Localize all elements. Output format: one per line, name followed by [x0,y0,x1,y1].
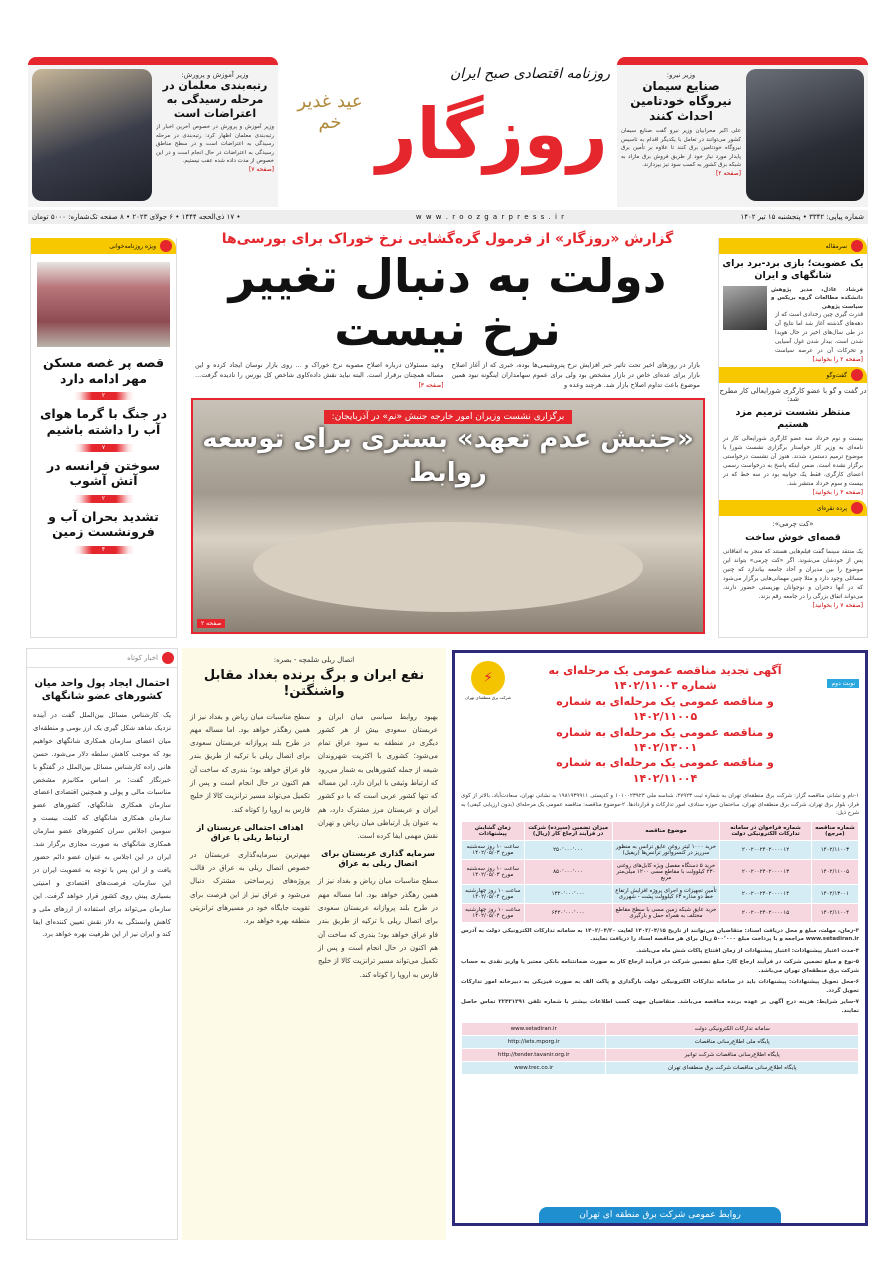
page-number-chip: ۲ [64,495,144,503]
body: وزیر آموزش و پرورش در خصوص آخرین اخبار از رتبه‌بندی معلمان اظهار کرد: رتبه‌بندی در مرحله رسیدگی به اعتراضات است و در سطح مناطق رسیدگی به اعتراضات در حال انجام است و در این خصوص از مدت داده شده عقب نیستیم. [156,124,274,165]
sidebar-headline-item[interactable] [31,355,176,400]
column-header: میزان تضمین (سپرده) شرکت در فرآیند ارجاع کار (ریال) [524,821,612,840]
website[interactable]: w w w . r o o z g a r p r e s s . i r [415,213,566,221]
newspaper-logo: روزگار [376,93,608,175]
body: یک کارشناس مسائل بین‌الملل گفت در آینده نزدیک شاهد شکل گیری یک ارز بومی و منطقه‌ای میان اعضای سازمان همکاری شانگهای خواهیم بود که موجب کاهش سلطه دلار می‌شود. حسن هانی زاده کارشناس مسائل بین‌الملل در گفتگو با خبرنگار گفت: بر اساس مکانیزم مشخص مناسبات مالی و پولی و همچنین اقتصادی اعضای سازمان همکاری شانگهای، کشورهای عضو سازمان همکاری شانگهای که کلیت بیست و سومین اجلاس سران کشورهای عضو سازمان همکاری شانگهای به صورت مجازی برگزار شد. ایران در این اجلاس به عنوان عضو دائم حضور یافت و از این پس با توجه به عضویت ایران در این سازمان، فرصت‌های اقتصادی و امنیتی بسیاری پیش روی کشور قرار خواهد گرفت. این سازمان می‌تواند برای استفاده از ارزهای ملی و کاهش وابستگی به دلار نقش تعیین کننده‌ای ایفا کند و ایران نیز از این ظرفیت بهره خواهد برد. [33,711,171,939]
headline: در جنگ با گرما هوای آب را داشته باشیم [39,406,168,437]
body: علی اکبر محرابیان وزیر نیرو گفت صنایع سیمان کشور می‌توانند در تعامل با یکدیگر اقدام به تاسیس نیروگاه خودتامین برق کنند تا علاوه بر تأمین برق پایدار مورد نیاز خود از طریق فروش برق مازاد به شبکه برق کشور به کسب سود نیز بپردازند. [621,128,741,169]
lead-headline: دولت به دنبال تغییر نرخ نیست [228,249,667,357]
table-cell: ۶۴۲۰٬۰۰۰٬۰۰۰ [524,903,612,922]
tag-label: اخبار کوتاه [127,654,158,662]
term-paragraph: ۶-محل تحویل پیشنهادات: پیشنهادات باید در سامانه تدارکات الکترونیکی دولت بارگذاری و پاکت الف به صورت فیزیکی به دبیرخانه امور تدارکات تحویل گردد. [461,979,859,994]
table-cell: خرید ۱۰۰۰ لیتر روغن عایق ترانس به منظور سرریز در کنسرواتور ترانس‌ها (ریفیل) [612,840,720,859]
minister-photo [746,69,864,201]
lead-kicker: گزارش «روزگار» از فرمول گره‌گشایی نرخ خوراک برای بورسی‌ها [221,231,674,247]
speaker-icon [162,652,174,664]
top-left-story[interactable] [28,57,278,207]
site-name: پایگاه اطلاع‌رسانی مناقصات شرکت توانیر [606,1049,859,1062]
column-header: شماره مناقصه (مرجع) [811,821,858,840]
body: سطح مناسبات میان ریاض و بغداد نیز از همین رهگذر خواهد بود. اما مساله مهم در طرح بلند پروازانه عربستان سعودی برای اتصال ریلی با ترکیه از طریق بندر فاو عراق خواهد بود؛ بندری که ساخت آن هم اکنون در حال انجام است و پس از تکمیل می‌تواند مسیر ترانزیت کالا از خلیج فارس به اروپا را کوتاه کند. [190,712,310,814]
minister-photo [32,69,152,201]
headline: نفع ایران و برگ برنده بغداد مقابل واشنگتن! [203,668,425,700]
term-paragraph: ۷-سایر شرایط: هزینه درج آگهی بر عهده برنده مناقصه می‌باشد. متقاضیان جهت کسب اطلاعات بیشتر با شماره تلفن ۲۲۴۳۱۳۹۱ تماس حاصل نمایند. [461,999,859,1014]
column-header: موضوع مناقصه [612,821,720,840]
short-news[interactable] [26,648,178,1240]
tender-title: و مناقصه عمومی یک مرحله‌ای به شماره ۱۴۰۲/۱۱۰۰۵ [556,694,774,724]
ad-intro: ۱-نام و نشانی مناقصه گزار: شرکت برق منطقه‌ای تهران به شماره ثبت ۲۷۹۲۳، شناسه ملی ۱۰۱۰۰۲۳۹۲۳ و کدپستی ۱۹۸۱۹۳۹۹۱۱ به نشانی تهران، سعادت‌آباد، بالاتر از کوی فراز، بلوار برق تهران، شرکت برق منطقه‌ای تهران، ساختمان حوزه ستادی، امور تدارکات و قراردادها. ۲-موضوع مناقصه: مناقصه عمومی یک مرحله‌ای (بدون ارزیابی کیفی) به شرح ذیل: [461,793,860,817]
site-url[interactable]: http://iets.mporg.ir [462,1036,606,1049]
masthead [290,52,610,210]
table-cell: ۲۰۰۲۰۰۲۴۰۲۰۰۰۰۱۵ [720,903,812,922]
tag-label: گفت‌وگو [826,371,847,379]
mid-article[interactable] [182,648,446,1240]
left-sidebar [30,238,177,638]
table-cell: ساعت ۱۰ روز چهارشنبه مورخ ۱۴۰۲/۰۵/۰۴ [462,903,525,922]
body: بیست و نوم خرداد سه عضو کارگری شورایعالی کار در نامه‌ای به وزیر کار خواستار برگزاری نشست شورا با موضوع ترمیم دستمزد شدند. هنوز آن نشست درخواستی برگزار نشده است. ضمن اینکه پاسخ به درخواست رسمی اعضای کارگری، فقط یک جوابیه بود در سه خط که در بیست و سوم خرداد منتشر شد. [723,436,863,488]
page-number-chip: ۲ [64,392,144,400]
table-cell: ۲۰۰۲۰۰۲۴۰۲۰۰۰۰۱۲ [720,840,812,859]
tag-label: سرمقاله [825,242,847,250]
headline: منتظر نشست ترمیم مزد هستیم [735,407,851,431]
lead-story[interactable] [185,230,710,390]
page-ref: [صفحه ۳] [418,382,444,390]
table-cell: ۸۵۰٬۰۰۰٬۰۰۰ [524,859,612,884]
link-row [462,1023,859,1036]
table-cell: ۱۴۰۲/۱۳۰۰۱ [811,884,858,903]
page-number-chip: ۴ [64,546,144,554]
tender-advertisement[interactable] [452,650,868,1226]
ad-footer: روابط عمومی شرکت برق منطقه ای تهران [539,1207,781,1223]
site-url[interactable]: http://tender.tavanir.org.ir [462,1049,606,1062]
date-price: • ۱۷ ذی‌الحجه ۱۴۴۴ • ۶ جولای ۲۰۲۳ • ۸ صفحه تک‌شماره: ۵۰۰۰ تومان [32,213,241,221]
body: سطح مناسبات میان ریاض و بغداد نیز از همین رهگذر خواهد بود. اما مساله مهم در طرح بلند پروازانه عربستان سعودی برای اتصال ریلی با ترکیه از طریق بندر فاو عراق خواهد بود؛ بندری که ساخت آن هم اکنون در حال انجام است و پس از تکمیل می‌تواند مسیر ترانزیت کالا از خلیج فارس به اروپا را کوتاه کند. [318,877,438,979]
tender-title: و مناقصه عمومی یک مرحله‌ای به شماره ۱۴۰۲/۱۱۰۰۴ [556,756,774,785]
issue-number: شماره پیاپی: ۳۳۴۲ • پنجشنبه ۱۵ تیر ۱۴۰۲ [740,213,864,221]
term-paragraph: ۳-زمان، مهلت، مبلغ و محل دریافت اسناد: متقاضیان می‌توانند از تاریخ ۱۴۰۲/۰۴/۱۵ لغایت ۱۴۰۲/۰۴/۲۰ به سامانه تدارکات الکترونیکی دولت به آدرس www.setadiran.ir مراجعه و با پرداخت مبلغ ۵۰۰٬۰۰۰ ریال برای هر مناقصه اسناد را دریافت نمایند. [461,927,859,943]
right-sidebar [718,238,868,638]
body: قدرت گیری چین رخدادی است که از دهه‌های گذشته آغاز شد اما نتایج آن در طی سال‌های اخیر در حال هویدا شدن است. بیدار شدن غول آسیایی و تحرکات آن در عرصه سیاست [775,312,863,355]
tagline: روزنامه اقتصادی صبح ایران [449,66,610,82]
table-cell: ۲۰۰۲۰۰۲۴۰۲۰۰۰۰۱۴ [720,884,812,903]
speaker-icon [851,502,863,514]
kicker: «کت چرمی»: [772,520,814,529]
notice-badge: نوبت دوم [827,679,859,688]
table-row [462,840,859,859]
page-ref[interactable]: [صفحه ۳ را بخوانید] [812,489,863,497]
site-url[interactable]: www.trec.co.ir [462,1062,606,1075]
table-cell: خرید عایق شبکه زمین مسی با سطح مقاطع مختلف به همراه حمل و بارگیری [612,903,720,922]
sidebar-headline-item[interactable] [31,458,176,503]
speaker-icon [851,240,863,252]
link-row [462,1036,859,1049]
headline: صنایع سیمان نیروگاه خودتامین احداث کنند [630,79,732,123]
speaker-icon [160,240,172,252]
headline: احتمال ایجاد پول واحد میان کشورهای عضو شانگهای [34,678,170,702]
page-ref: صفحه ۲ [197,619,225,628]
table-cell: ساعت ۱۰ روز سه‌شنبه مورخ ۱۴۰۲/۰۵/۰۳ [462,840,525,859]
headline: تشدید بحران آب و فرونشست زمین [48,508,159,540]
sidebar-headline-item[interactable] [31,509,176,554]
photo-kicker: برگزاری نشست وزیران امور خارجه جنبش «نم» در آذربایجان: [324,410,573,424]
page-ref: [صفحه ۲] [715,169,741,177]
page-ref: [صفحه ۷] [248,165,274,173]
table-cell: ۱۴۰۲/۱۱۰۰۵ [811,859,858,884]
sidebar-headline-item[interactable] [31,406,176,451]
subheading: اهداف احتمالی عربستان از ارتباط ریلی با عراق [196,822,304,842]
kicker: وزیر نیرو: [666,71,696,79]
lede: بازار در روزهای اخیر تحت تاثیر خبر افزایش نرخ پتروشیمی‌ها بوده، خبری که از آغاز اصلاح بازار برای عده‌ای خاص در بازار مشخص بود ولی برای عموم سهامداران اینگونه نبود همین موضوع باعث تداوم اصلاح بازار شد. هرچند وعده و [451,360,700,390]
housing-photo [37,262,170,347]
page-number-chip: ۷ [64,444,144,452]
column-1[interactable] [719,367,867,500]
table-cell: ساعت ۱۰ روز چهارشنبه مورخ ۱۴۰۲/۰۵/۰۴ [462,884,525,903]
link-row [462,1049,859,1062]
speaker-icon [851,369,863,381]
page-ref[interactable]: [صفحه ۲ را بخوانید] [812,356,863,364]
column-2[interactable] [719,500,867,613]
site-name: پایگاه اطلاع‌رسانی مناقصات شرکت برق منطقه‌ای تهران [606,1062,859,1075]
headline: قصه پر غصه مسکن مهر ادامه دارد [42,355,165,386]
photo-headline: «جنبش عدم تعهد» بستری برای توسعه روابط [202,424,694,489]
table-row [462,859,859,884]
table-row [462,903,859,922]
author: فرشاد عادل، مدیر پژوهش دانشکده مطالعات گروه بریکس و سیاست پژوهی [771,286,863,310]
site-name: پایگاه ملی اطلاع‌رسانی مناقصات [606,1036,859,1049]
eid-ghadir-logo: عید غدیر خم [297,91,363,133]
headline: سوختن فرانسه در آتش آشوب [46,457,161,489]
table-cell: ساعت ۱۰ روز سه‌شنبه مورخ ۱۴۰۲/۰۵/۰۳ [462,859,525,884]
photo-story[interactable] [191,398,705,634]
table-cell: ۲۰۰۲۰۰۲۴۰۲۰۰۰۰۱۳ [720,859,812,884]
term-paragraph: ۴-مدت اعتبار پیشنهادات: اعتبار پیشنهادات از زمان افتتاح پاکات شش ماه می‌باشد. [636,947,859,954]
table-cell: ۲۵۰٬۰۰۰٬۰۰۰ [524,840,612,859]
table-cell: تأمین تجهیزات و اجرای پروژه افزایش ارتفاع خط دو مداره ۶۳ کیلوولت پشت - شهرری [612,884,720,903]
kicker: در گفت و گو با عضو کارگری شورایعالی کار مطرح شد: [719,387,867,404]
date-strip [28,210,868,224]
link-row [462,1062,859,1075]
body: یک منتقد سینما گفت فیلم‌هایی هستند که منجر به اتفاقاتی پس از خودشان می‌شوند. اگر «کت چرمی» بتواند این موضوع را بین مدیران و آحاد جامعه بیاندازد که چنین مسائلی وجود دارد و مثلا چنین مهمانی‌هایی برگزار می‌شود که در آنها دختران و نوجوانان بهزیستی حضور دارند، می‌تواند اتفاق بزرگی را در جامعه رقم بزند. [723,548,863,600]
table-cell: ۱۴۰۲/۱۱۰۰۳ [811,840,858,859]
term-paragraph: ۵-نوع و مبلغ تضمین شرکت در فرآیند ارجاع کار: مبلغ تضمین شرکت در فرآیند ارجاع کار به صورت ضمانتنامه بانکی معتبر یا واریز نقدی به حساب شرکت برق منطقه‌ای تهران می‌باشد. [461,959,859,974]
table-cell: خرید ۵ دستگاه مفصل ویژه کابل‌های روغنی ۲۳۰ کیلوولت با مقاطع مسی ۱۲۰۰ میلی‌متر مربع [612,859,720,884]
kicker: وزیر آموزش و پرورش: [181,71,249,79]
tender-title: و مناقصه عمومی یک مرحله‌ای به شماره ۱۴۰۲/۱۳۰۰۱ [556,725,774,754]
tag-label: پرده نقره‌ای [816,504,847,512]
tag-label: ویژه روزنامه‌خوانی [109,242,156,250]
headline: رتبه‌بندی معلمان در مرحله رسیدگی به اعتراضات است [162,79,268,120]
table-row [462,884,859,903]
table-cell: ۱۴۰۲/۱۱۰۰۴ [811,903,858,922]
lede: وعید مسئولان درباره اصلاح مصوبه نرخ خوراک و ... روی بازار نوسان ایجاد کرده و این مساله همچنان برقرار است. البته نباید نقش داده‌کاوی شاخص کل بورس را نادیده گرفت... [195,360,444,380]
kicker: اتصال ریلی شلمچه - بصره: [273,656,355,664]
author-photo [723,286,767,330]
subheading: سرمایه گذاری عربستان برای اتصال ریلی به عراق [321,849,435,869]
links-table [461,1022,859,1075]
headline: قصه‌ای خوش ساخت [745,532,841,544]
column-0[interactable] [719,238,867,367]
meeting-table-image [253,522,643,612]
table-cell: ۱۳۲۰٬۰۰۰٬۰۰۰ [524,884,612,903]
body: مهم‌ترین سرمایه‌گذاری عربستان در خصوص اتصال ریلی به عراق در قالب پروژه‌های زیرساختی مشترک دنبال می‌شود و عراق نیز از این فرصت برای تقویت جایگاه خود در مسیرهای ترانزیتی منطقه بهره خواهد برد. [190,850,310,926]
tender-table [461,821,859,923]
logo-caption: شرکت برق منطقه‌ای تهران [465,695,511,700]
body: بهبود روابط سیاسی میان ایران و عربستان سعودی بیش از هر کشور دیگری در منطقه به سود عراق تمام می‌شود؛ کشوری با اکثریت شهروندان شیعه از جمله کشورهایی به شمار می‌رود که ارتباط وثیقی با ایران دارد. این مساله که تنها کشور عربی است که با دو کشور ایران و عربستان مرز مشترک دارد، هم به عنوان پل ارتباطی میان ریاض و تهران نقش مهمی ایفا کرده است. [318,712,438,841]
column-header: زمان گشایش پیشنهادات [462,821,525,840]
site-name: سامانه تدارکات الکترونیکی دولت [606,1023,859,1036]
headline: یک عضویت؛ بازی برد-برد برای شانگهای و ایران [722,258,864,281]
page-ref[interactable]: [صفحه ۷ را بخوانید] [812,601,863,609]
tavanir-logo: ⚡ شرکت برق منطقه‌ای تهران [463,661,513,700]
lead-column [185,230,710,634]
tender-title: آگهی تجدید مناقصه عمومی یک مرحله‌ای به شماره ۱۴۰۲/۱۱۰۰۳ [548,664,782,693]
column-header: شماره فراخوان در سامانه تدارکات الکترونیکی دولت [720,821,812,840]
top-right-story[interactable] [617,57,868,207]
site-url[interactable]: www.setadiran.ir [462,1023,606,1036]
